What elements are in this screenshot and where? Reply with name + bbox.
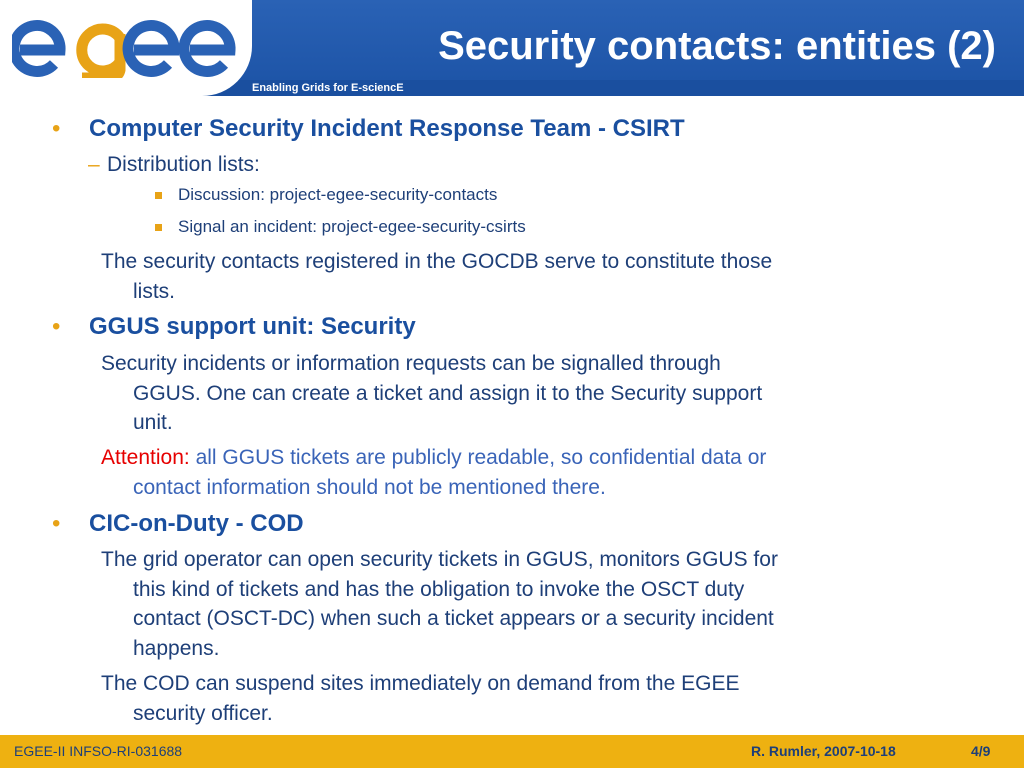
- section-heading-cod: CIC-on-Duty - COD: [89, 510, 304, 537]
- paragraph-line: Security incidents or information requests can be signalled through: [101, 352, 721, 375]
- paragraph-line: The security contacts registered in the GOCDB serve to constitute those: [101, 250, 773, 273]
- slide-header: [0, 0, 1024, 96]
- logo-panel: [0, 0, 252, 96]
- paragraph-line: [101, 443, 1001, 473]
- paragraph-line: GGUS. One can create a ticket and assign it to the Security support: [133, 381, 763, 405]
- paragraph-line: The COD can suspend sites immediately on demand from the EGEE: [101, 672, 740, 695]
- list-item-discussion: Discussion: project-egee-security-contacts: [178, 185, 498, 204]
- paragraph-attention: [101, 443, 1001, 502]
- egee-logo: [12, 18, 240, 78]
- slide-footer: [0, 735, 1024, 768]
- paragraph-grid-operator: [101, 545, 1001, 663]
- sub-heading-distribution-lists: Distribution lists:: [107, 153, 260, 176]
- paragraph-cod-suspend: [101, 669, 1001, 728]
- paragraph-line: this kind of tickets and has the obligation to invoke the OSCT duty: [133, 577, 745, 601]
- section-heading-ggus: GGUS support unit: Security: [89, 313, 416, 340]
- paragraph-line: security officer.: [133, 701, 273, 725]
- slide-title: Security contacts: entities (2): [438, 24, 996, 68]
- paragraph-line: unit.: [133, 411, 173, 434]
- paragraph-line: The grid operator can open security tickets in GGUS, monitors GGUS for: [101, 548, 778, 571]
- bullet-dot-icon: •: [52, 115, 61, 142]
- attention-text: all GGUS tickets are publicly readable, so confidential data or: [195, 446, 767, 469]
- bullet-dot-icon: •: [52, 313, 61, 340]
- footer-page-number: 4/9: [971, 743, 991, 759]
- bullet-dot-icon: •: [52, 510, 61, 537]
- paragraph-line: contact (OSCT-DC) when such a ticket appears or a security incident: [133, 607, 774, 630]
- footer-author-date: R. Rumler, 2007-10-18: [751, 743, 896, 759]
- list-item-signal-incident: Signal an incident: project-egee-security-csirts: [178, 217, 526, 236]
- paragraph-gocdb: [101, 247, 1001, 306]
- tagline: Enabling Grids for E-sciencE: [252, 82, 404, 94]
- attention-text: contact information should not be mentioned there.: [133, 475, 606, 499]
- section-heading-csirt: Computer Security Incident Response Team - CSIRT: [89, 115, 685, 142]
- paragraph-ggus: [101, 349, 1001, 438]
- square-bullet-icon: [155, 224, 162, 231]
- square-bullet-icon: [155, 192, 162, 199]
- dash-icon: –: [88, 153, 100, 176]
- paragraph-line: happens.: [133, 636, 220, 660]
- attention-label: Attention:: [101, 446, 190, 469]
- footer-project-id: EGEE-II INFSO-RI-031688: [14, 743, 183, 759]
- paragraph-line: lists.: [133, 279, 175, 303]
